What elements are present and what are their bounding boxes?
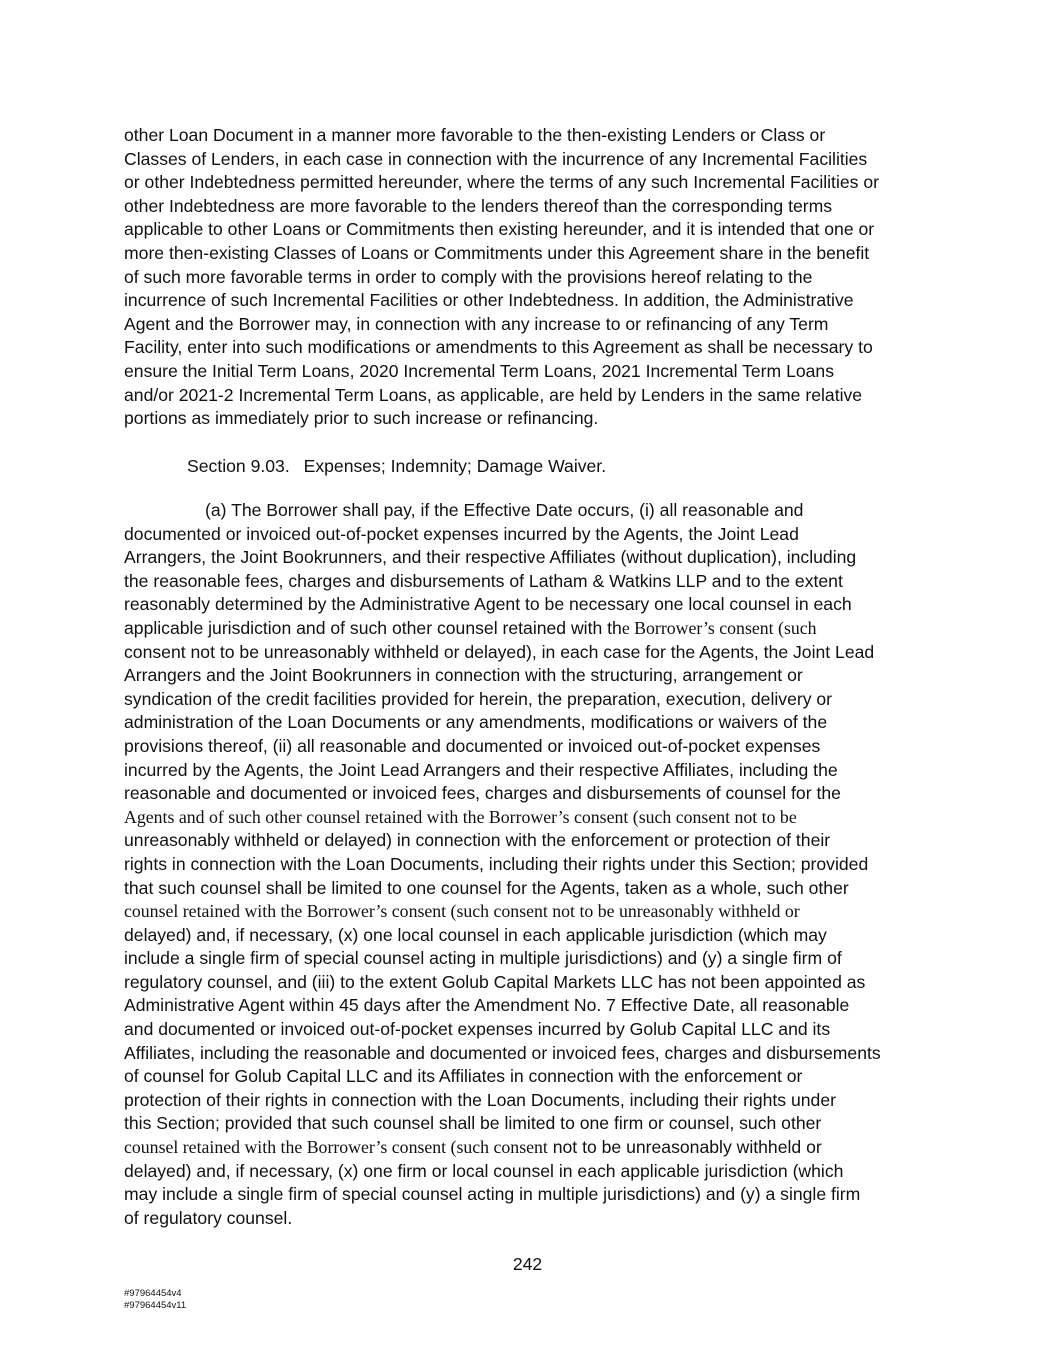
text-line: include a single firm of special counsel acting in multiple jurisdictions) and (y) a single firm of (124, 948, 842, 969)
text-line: consent not to be unreasonably withheld or delayed), in each case for the Agents, the Joint Lead (124, 641, 875, 662)
text-line: Administrative Agent within 45 days after the Amendment No. 7 Effective Date, all reasonable (124, 995, 850, 1016)
text-line: this Section; provided that such counsel shall be limited to one firm or counsel, such other (124, 1113, 822, 1134)
text-line: other Indebtedness are more favorable to the lenders thereof than the corresponding terms (124, 195, 833, 216)
text-line: of counsel for Golub Capital LLC and its Affiliates in connection with the enforcement or (124, 1066, 803, 1087)
text-line: reasonably determined by the Administrative Agent to be necessary one local counsel in each (124, 594, 852, 615)
text-line: or other Indebtedness permitted hereunder, where the terms of any such Incremental Facilities or (124, 172, 879, 193)
text-line: rights in connection with the Loan Documents, including their rights under this Section; provided (124, 853, 869, 874)
text-line: Facility, enter into such modifications or amendments to this Agreement as shall be necessary to (124, 337, 873, 358)
text-line: documented or invoiced out-of-pocket expenses incurred by the Agents, the Joint Lead (124, 523, 799, 544)
text-line: the reasonable fees, charges and disbursements of Latham & Watkins LLP and to the extent (124, 570, 843, 591)
text-line: protection of their rights in connection with the Loan Documents, including their rights under (124, 1089, 836, 1110)
section-number: Section 9.03. (187, 456, 290, 476)
text-line-serif: counsel retained with the Borrower’s consent (such consent not to be unreasonably withheld or (124, 901, 800, 922)
text-line (124, 617, 936, 641)
text-line: Affiliates, including the reasonable and documented or invoiced fees, charges and disbursements (124, 1042, 881, 1063)
text-line: delayed) and, if necessary, (x) one firm or local counsel in each applicable jurisdiction (which (124, 1160, 844, 1181)
text-line: regulatory counsel, and (iii) to the extent Golub Capital Markets LLC has not been appointed as (124, 971, 866, 992)
section-heading (187, 455, 606, 479)
text-line (124, 1136, 936, 1160)
text-line: more then-existing Classes of Loans or Commitments under this Agreement share in the benefit (124, 242, 870, 263)
text-line: Agent and the Borrower may, in connection with any increase to or refinancing of any Term (124, 313, 829, 334)
text-line-serif: Agents and of such other counsel retained with the Borrower’s consent (such consent not to be (124, 806, 797, 827)
text-line: portions as immediately prior to such increase or refinancing. (124, 408, 599, 429)
text-line: Arrangers, the Joint Bookrunners, and their respective Affiliates (without duplication), including (124, 547, 857, 568)
text-segment-serif: e Borrower’s consent (such (621, 617, 817, 638)
section-title: Expenses; Indemnity; Damage Waiver. (303, 456, 607, 476)
text-line: incurred by the Agents, the Joint Lead Arrangers and their respective Affiliates, including the (124, 759, 838, 780)
text-line: unreasonably withheld or delayed) in connection with the enforcement or protection of their (124, 830, 831, 851)
paragraph-a (124, 499, 936, 1230)
paragraph-continuation (124, 124, 936, 431)
text-line: of such more favorable terms in order to comply with the provisions hereof relating to the (124, 266, 813, 287)
text-line: administration of the Loan Documents or any amendments, modifications or waivers of the (124, 712, 828, 733)
doc-id: #97964454v4 (124, 1288, 182, 1299)
text-line: reasonable and documented or invoiced fees, charges and disbursements of counsel for the (124, 783, 841, 804)
doc-id: #97964454v11 (124, 1299, 187, 1311)
text-line: syndication of the credit facilities provided for herein, the preparation, execution, delivery or (124, 688, 833, 709)
text-line: and/or 2021-2 Incremental Term Loans, as applicable, are held by Lenders in the same relative (124, 384, 863, 405)
text-line: applicable to other Loans or Commitments then existing hereunder, and it is intended that one or (124, 219, 875, 240)
document-ids (124, 1288, 186, 1311)
text-line: that such counsel shall be limited to one counsel for the Agents, taken as a whole, such other (124, 877, 849, 898)
text-line: delayed) and, if necessary, (x) one local counsel in each applicable jurisdiction (which may (124, 924, 827, 945)
text-line: Classes of Lenders, in each case in connection with the incurrence of any Incremental Facilities (124, 148, 868, 169)
text-line: may include a single firm of special counsel acting in multiple jurisdictions) and (y) a single firm (124, 1184, 861, 1205)
text-line: of regulatory counsel. (124, 1207, 293, 1228)
text-segment-serif: counsel retained with the Borrower’s consent (such consent (124, 1137, 548, 1158)
text-segment: not to be unreasonably withheld or (547, 1137, 822, 1158)
text-line: Arrangers and the Joint Bookrunners in connection with the structuring, arrangement or (124, 665, 803, 686)
text-line: other Loan Document in a manner more favorable to the then-existing Lenders or Class or (124, 125, 826, 145)
text-line: incurrence of such Incremental Facilities or other Indebtedness. In addition, the Administrative (124, 290, 854, 311)
text-line: provisions thereof, (ii) all reasonable and documented or invoiced out-of-pocket expenses (124, 735, 821, 756)
text-line: and documented or invoiced out-of-pocket expenses incurred by Golub Capital LLC and its (124, 1019, 831, 1040)
text-segment: applicable jurisdiction and of such other counsel retained with th (124, 617, 622, 638)
page-number: 242 (512, 1254, 543, 1274)
text-line: (a) The Borrower shall pay, if the Effective Date occurs, (i) all reasonable and (205, 500, 804, 520)
text-line: ensure the Initial Term Loans, 2020 Incremental Term Loans, 2021 Incremental Term Loans (124, 360, 835, 381)
